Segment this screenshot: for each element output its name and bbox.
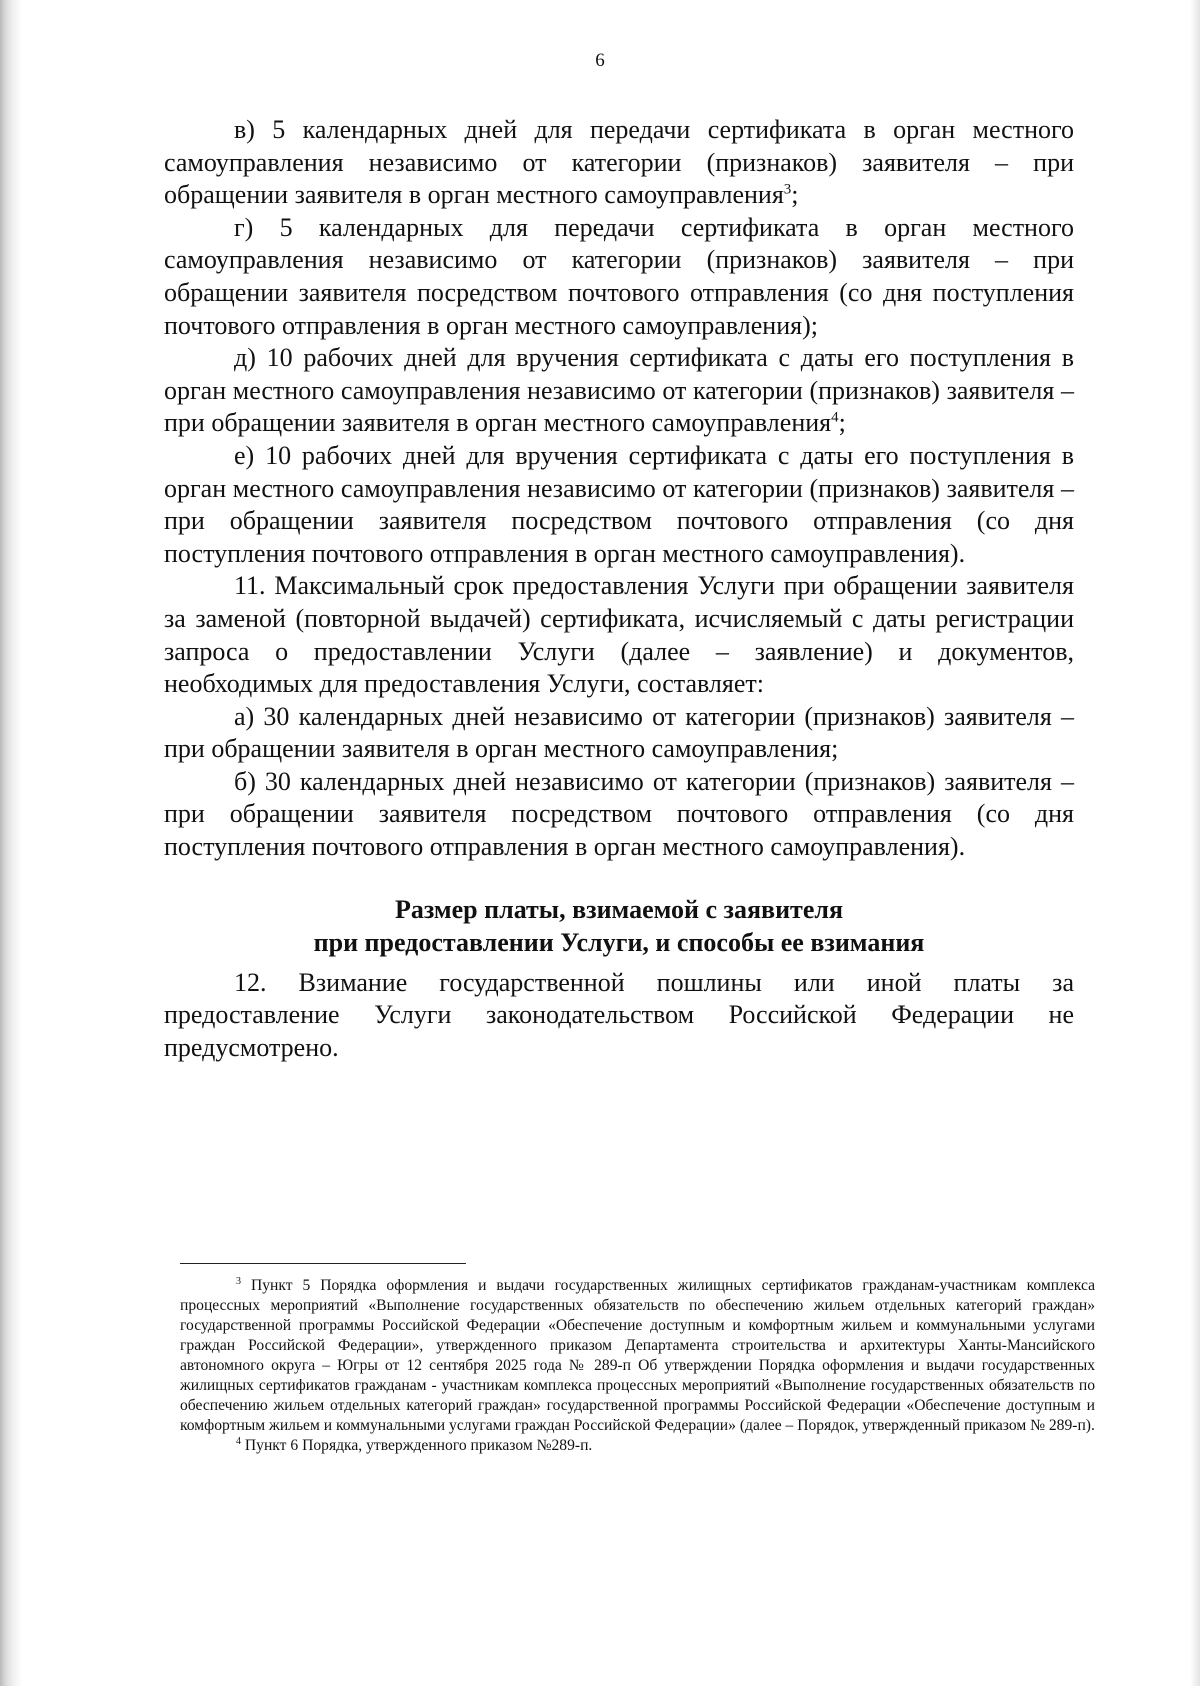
- footnote-mark: 4: [236, 1435, 241, 1447]
- scan-right-edge: [1190, 0, 1200, 1686]
- document-body: [164, 114, 1074, 1064]
- section-heading: [164, 893, 1074, 959]
- footnote-4: $^4$ Пункт 6 Порядка, утвержденного приказом №289-п.: [236, 1435, 593, 1454]
- scan-left-edge: [0, 0, 22, 1686]
- paragraph-11-a: а) 30 календарных дней независимо от категории (признаков) заявителя – при обращении заявителя в орган местного самоуправления;: [164, 701, 1074, 764]
- footnote-ref-4[interactable]: 4: [831, 409, 839, 426]
- footnote-separator: [180, 1263, 466, 1264]
- section-heading-line-2: при предоставлении Услуги, и способы ее взимания: [313, 927, 925, 957]
- paragraph-11: 11. Максимальный срок предоставления Услуги при обращении заявителя за заменой (повторной выдачей) сертификата, исчисляемый с даты регистрации запроса о предоставлении Услуги (далее – заявление) и документов, необходимых для предоставления Услуги, составляет:: [164, 571, 1074, 699]
- page-number: 6: [595, 50, 605, 71]
- section-heading-line-1: Размер платы, взимаемой с заявителя: [394, 894, 844, 924]
- footnote-mark: 3: [236, 1275, 241, 1287]
- paragraph-10-d: д) 10 рабочих дней для вручения сертификата с даты его поступления в орган местного самоуправления независимо от категории (признаков) заявителя – при обращении заявителя в орган местного самоуправления$^4$;: [164, 343, 1074, 438]
- footnote-3: $^3$ Пункт 5 Порядка оформления и выдачи государственных жилищных сертификатов гражданам-участникам комплекса процессных мероприятий «Выполнение государственных обязательств по обеспечению жильем отдельных категорий граждан» государственной программы Российской Федерации «Обеспечение доступным и комфортным жильем и коммунальными услугами граждан Российской Федерации», утвержденного приказом Департамента строительства и архитектуры Ханты-Мансийского автономного округа – Югры от 12 сентября 2025 года № 289-п Об утверждении Порядка оформления и выдачи государственных жилищных сертификатов гражданам - участникам комплекса процессных мероприятий «Выполнение государственных обязательств по обеспечению жильем отдельных категорий граждан» государственной программы Российской Федерации «Обеспечение доступным и комфортным жильем и коммунальными услугами граждан Российской Федерации» (далее – Порядок, утвержденный приказом № 289-п).: [180, 1275, 1095, 1434]
- footnotes: [180, 1276, 1095, 1456]
- paragraph-10-v: в) 5 календарных дней для передачи сертификата в орган местного самоуправления независимо от категории (признаков) заявителя – при обращении заявителя в орган местного самоуправления$^3$;: [164, 115, 1074, 210]
- paragraph-11-b: б) 30 календарных дней независимо от категории (признаков) заявителя – при обращении заявителя посредством почтового отправления (со дня поступления почтового отправления в орган местного самоуправления).: [164, 766, 1074, 862]
- paragraph-10-g: г) 5 календарных для передачи сертификата в орган местного самоуправления независимо от категории (признаков) заявителя – при обращении заявителя посредством почтового отправления (со дня поступления почтового отправления в орган местного самоуправления);: [164, 212, 1074, 340]
- footnote-ref-3[interactable]: 3: [783, 181, 792, 198]
- paragraph-10-e: е) 10 рабочих дней для вручения сертификата с даты его поступления в орган местного самоуправления независимо от категории (признаков) заявителя – при обращении заявителя посредством почтового отправления (со дня поступления почтового отправления в орган местного самоуправления).: [164, 440, 1074, 568]
- paragraph-12: 12. Взимание государственной пошлины или иной платы за предоставление Услуги законодательством Российской Федерации не предусмотрено.: [164, 967, 1074, 1062]
